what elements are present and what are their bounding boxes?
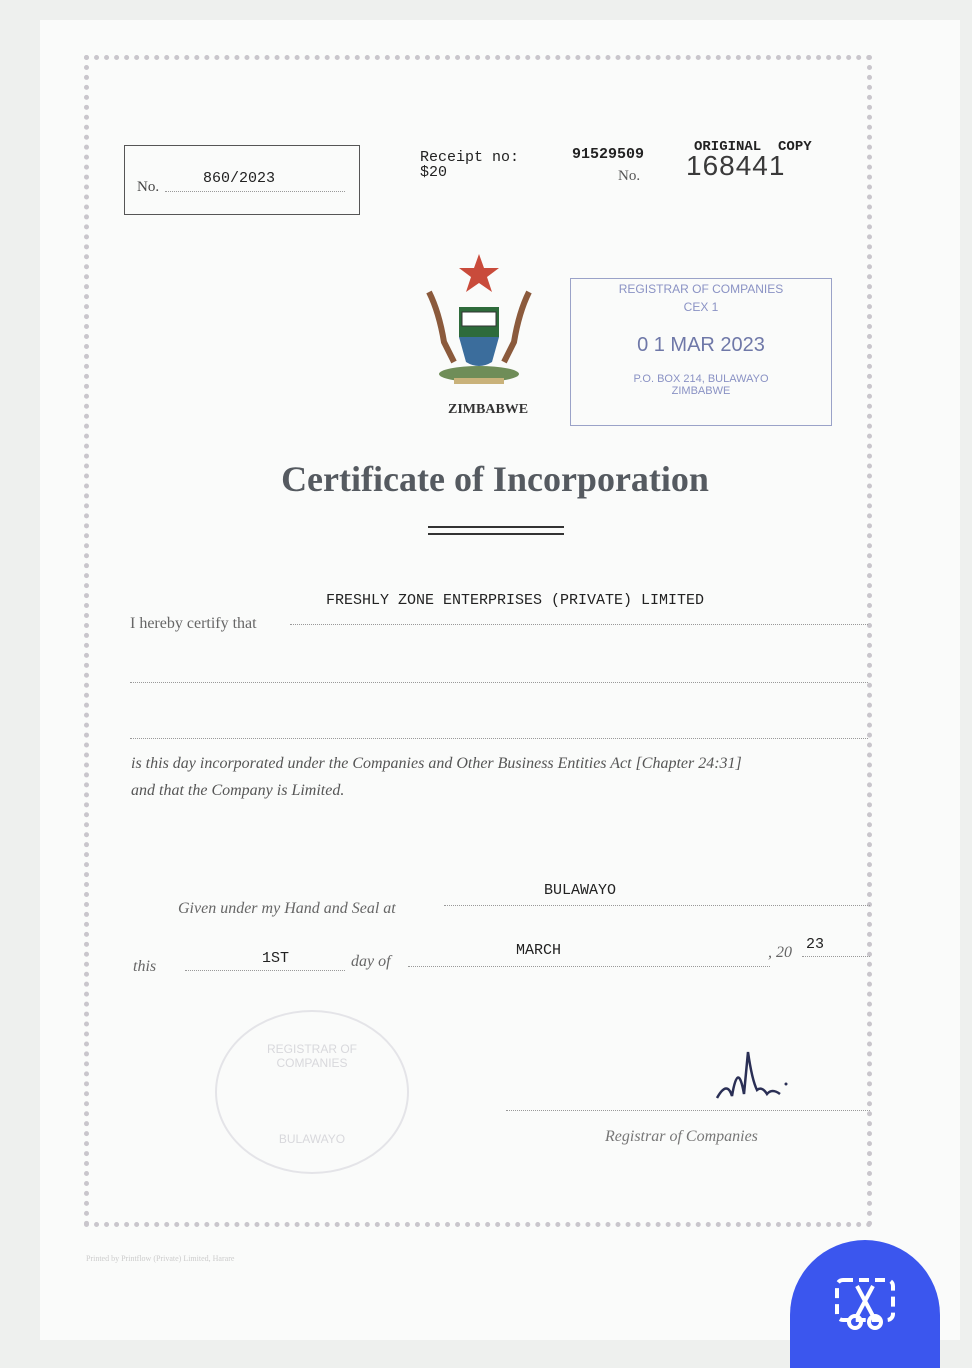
scissors-crop-icon	[833, 1274, 897, 1334]
printer-note: Printed by Printflow (Private) Limited, Harare	[86, 1254, 235, 1263]
copy-label: ORIGINAL COPY	[694, 139, 812, 155]
blank-line-2	[130, 726, 868, 739]
act-text-line1: is this day incorporated under the Companies and Other Business Entities Act [Chapter 24:31]	[131, 755, 742, 772]
embossed-seal	[215, 1010, 409, 1174]
stamp-line1: REGISTRAR OF COMPANIES	[618, 282, 784, 296]
certificate-number-box	[124, 145, 360, 215]
country-label: ZIMBABWE	[448, 402, 529, 417]
company-line	[290, 612, 868, 625]
receipt-label: Receipt no:	[420, 149, 520, 166]
stamp-line2: CEX 1	[683, 300, 719, 314]
day-of-label: day of	[351, 953, 391, 970]
day-value: 1ST	[262, 950, 290, 967]
blank-line-1	[130, 670, 868, 683]
company-name: FRESHLY ZONE ENTERPRISES (PRIVATE) LIMITED	[326, 592, 705, 609]
serial-number: 168441	[686, 150, 786, 181]
number-label: No.	[137, 179, 160, 195]
act-text-line2: and that the Company is Limited.	[131, 782, 345, 799]
certify-label: I hereby certify that	[130, 615, 257, 632]
number-dots	[165, 190, 345, 192]
given-label: Given under my Hand and Seal at	[178, 900, 396, 917]
seal-text-bottom: BULAWAYO	[278, 1132, 346, 1146]
receipt-fee: $20	[420, 164, 448, 181]
seal-text-top: REGISTRAR OF COMPANIES	[266, 1042, 357, 1070]
signature-line	[506, 1098, 870, 1111]
coat-of-arms-emblem	[414, 252, 544, 392]
title-underline	[428, 526, 564, 535]
certificate-title: Certificate of Incorporation	[281, 459, 709, 499]
this-label: this	[133, 958, 157, 975]
month-line	[408, 954, 770, 967]
certificate-number: 860/2023	[203, 170, 276, 187]
receipt-block	[420, 150, 519, 180]
stamp-line3: P.O. BOX 214, BULAWAYO	[633, 373, 769, 385]
stamp-line4: ZIMBABWE	[671, 385, 731, 397]
stamp-date: 0 1 MAR 2023	[637, 334, 765, 356]
month-value: MARCH	[516, 942, 562, 959]
registrar-date-stamp	[570, 278, 832, 426]
year-prefix: , 20	[768, 944, 792, 961]
serial-label: No.	[618, 168, 641, 184]
receipt-number: 91529509	[572, 146, 645, 163]
year-suffix: 23	[806, 936, 825, 953]
place-value: BULAWAYO	[544, 882, 617, 899]
place-line	[444, 893, 870, 906]
registrar-label: Registrar of Companies	[605, 1128, 758, 1145]
